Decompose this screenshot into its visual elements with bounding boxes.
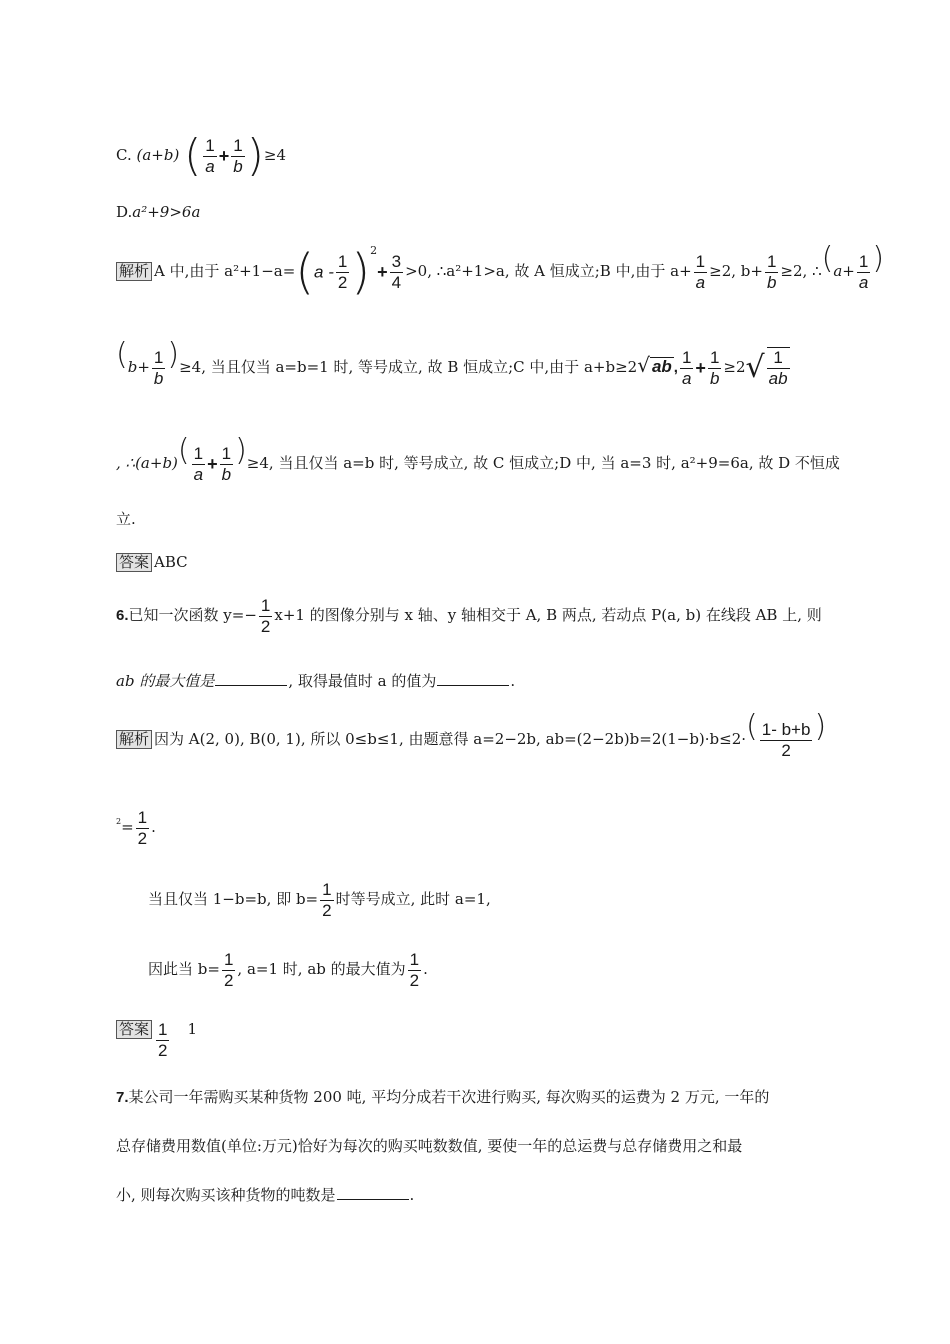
question-7-line-2: 总存储费用数值(单位:万元)恰好为每次的购买吨数数值, 要使一年的总运费与总存储费用之和最 bbox=[116, 1137, 743, 1155]
blank-2[interactable] bbox=[437, 673, 509, 686]
analysis-tag: 解析 bbox=[116, 262, 152, 281]
option-d: D.a²+9>6a bbox=[116, 203, 201, 221]
blank-3[interactable] bbox=[337, 1187, 409, 1200]
solution-6-line-1: 解析 因为 A(2, 0), B(0, 1), 所以 0≤b≤1, 由题意得 a=2−2b, ab=(2−2b)b=2(1−b)·b≤2·( $\frac{1- b+b}{2}$ ) bbox=[116, 712, 826, 760]
solution-5-line-2: (b+ $\frac{1}{b}$ )≥4, 当且仅当 a=b=1 时, 等号成立, 故 B 恒成立;C 中,由于 a+b≥2√ ab , $\frac{1}{a}$ + $\frac{1}{b}$ ≥2√ $\frac{1}{ab}$ bbox=[116, 337, 788, 388]
option-c: C. (a+b) ( $\frac{1}{a}$ + $\frac{1}{b}$ )≥4 bbox=[116, 130, 287, 181]
fraction: $\frac{1}{b}$ bbox=[233, 135, 243, 176]
question-7-line-1: 7.某公司一年需购买某种货物 200 吨, 平均分成若干次进行购买, 每次购买的运费为 2 万元, 一年的 bbox=[116, 1088, 770, 1106]
fraction: $\frac{1}{a}$ bbox=[205, 135, 215, 176]
analysis-tag: 解析 bbox=[116, 730, 152, 749]
question-6-line-2: ab 的最大值是 , 取得最值时 a 的值为 . bbox=[116, 672, 516, 690]
question-6-line-1: 6.已知一次函数 y=− $\frac{1}{2}$ x+1 的图像分别与 x 轴、y 轴相交于 A, B 两点, 若动点 P(a, b) 在线段 AB 上, 则 bbox=[116, 596, 822, 636]
solution-6-line-3: 当且仅当 1−b=b, 即 b= $\frac{1}{2}$ 时等号成立, 此时 a=1, bbox=[148, 880, 491, 920]
solution-6-line-4: 因此当 b= $\frac{1}{2}$ , a=1 时, ab 的最大值为 $\frac{1}{2}$ . bbox=[148, 950, 428, 990]
blank-1[interactable] bbox=[215, 673, 287, 686]
answer-5-value: ABC bbox=[154, 553, 188, 571]
answer-5 bbox=[116, 553, 188, 572]
answer-tag: 答案 bbox=[116, 1020, 152, 1039]
option-c-lhs: (a+b) bbox=[136, 146, 180, 164]
answer-tag: 答案 bbox=[116, 553, 152, 572]
left-paren: ( bbox=[184, 130, 202, 181]
solution-5-line-1: 解析 A 中,由于 a²+1−a=(a - $\frac{1}{2}$ )$^2$+ $\frac{3}{4}$ >0, ∴a²+1>a, 故 A 恒成立;B 中,由于 a+ $\frac{1}{a}$ ≥2, b+ $\frac{1}{b}$ ≥2, ∴(a+ $\frac{1}{a}$ ) bbox=[116, 244, 884, 296]
question-7-line-3: 小, 则每次购买该种货物的吨数是 . bbox=[116, 1186, 415, 1204]
answer-6: 答案 $\frac{1}{2}$ 1 bbox=[116, 1020, 197, 1060]
solution-5-line-3: , ∴(a+b)( $\frac{1}{a}$ + $\frac{1}{b}$ )≥4, 当且仅当 a=b 时, 等号成立, 故 C 恒成立;D 中, 当 a=3 时, a²+9=6a, 故 D 不恒成 bbox=[116, 433, 840, 484]
right-paren: ) bbox=[246, 130, 264, 181]
solution-6-line-2: $^2$= $\frac{1}{2}$ . bbox=[116, 808, 156, 848]
solution-5-line-4: 立. bbox=[116, 510, 136, 528]
